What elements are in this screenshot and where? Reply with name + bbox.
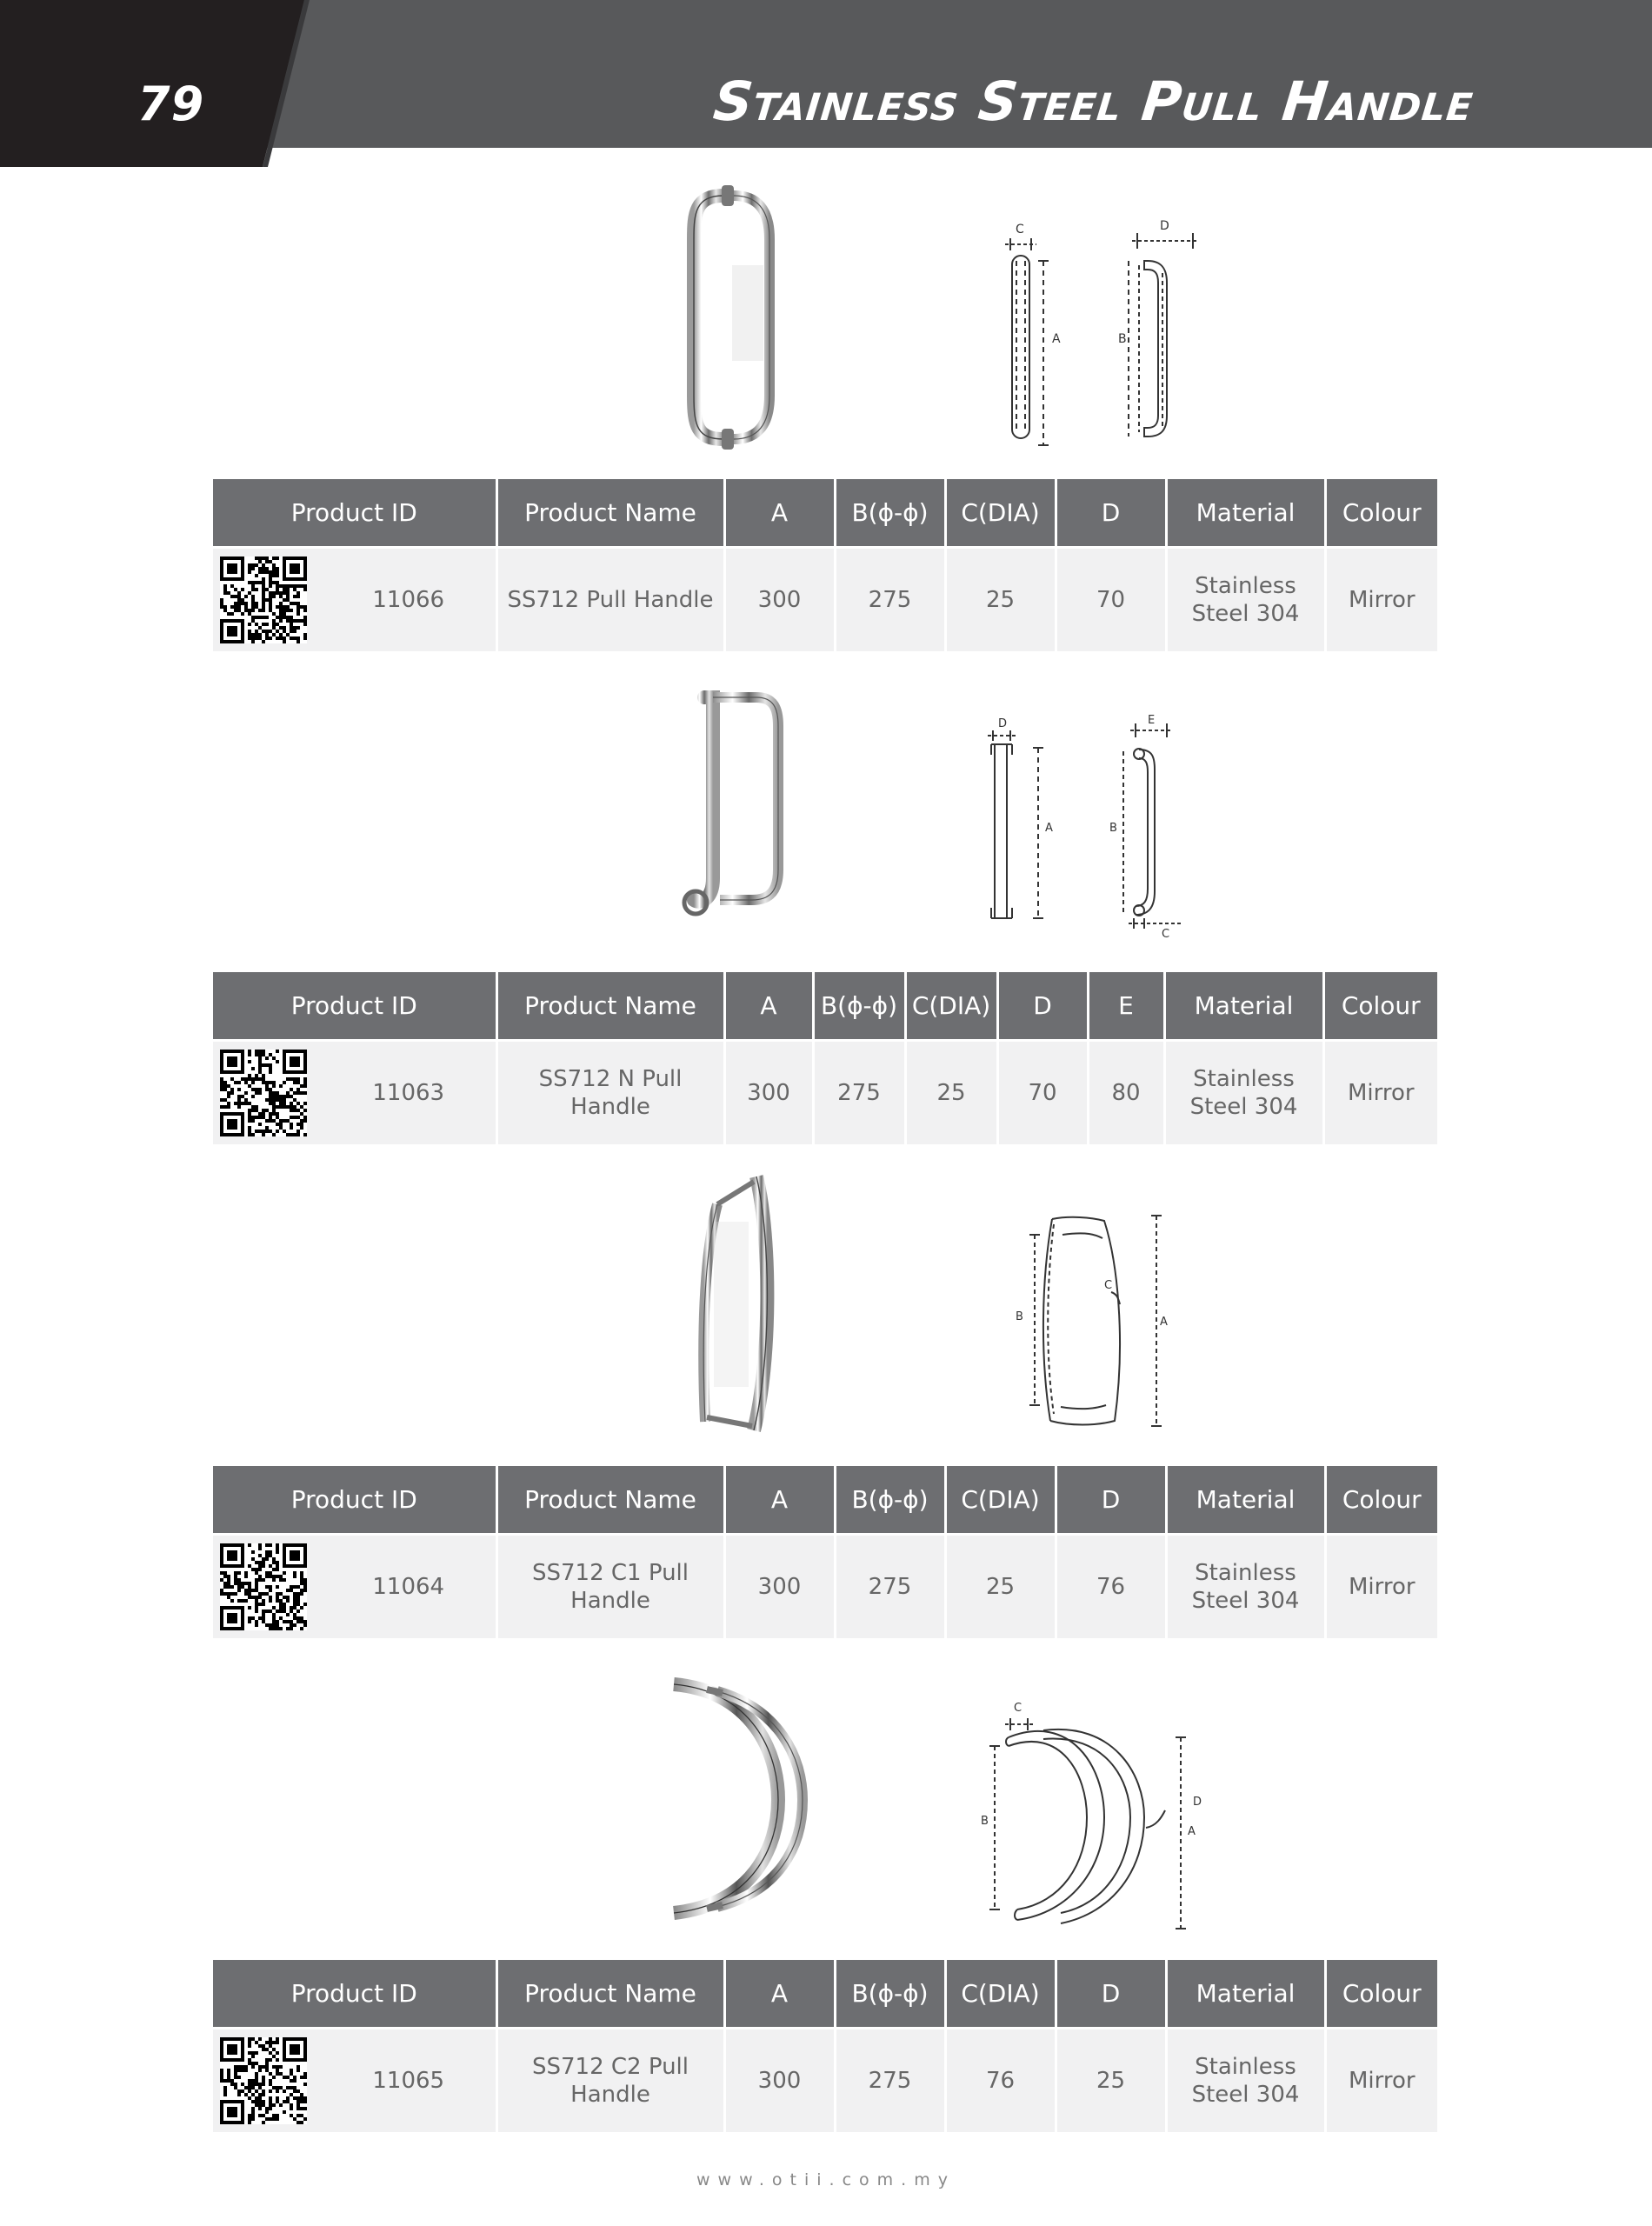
dim-d: 70 — [1056, 548, 1166, 652]
column-header: B(ϕ-ϕ) — [835, 1960, 945, 2029]
table-header-row — [213, 1960, 1437, 2029]
product-id-cell — [213, 1535, 496, 1639]
column-header: Product Name — [496, 1960, 724, 2029]
diagram-label-c: C — [1014, 1702, 1023, 1715]
dim-d: 76 — [1056, 1535, 1166, 1639]
column-header: D — [1056, 479, 1166, 548]
material: Stainless Steel 304 — [1164, 1041, 1323, 1145]
column-header: D — [1056, 1466, 1166, 1535]
diagram-label-a: A — [1188, 1825, 1196, 1838]
colour: Mirror — [1325, 548, 1437, 652]
column-header: Product ID — [213, 1960, 496, 2029]
dim-d: 25 — [1056, 2029, 1166, 2133]
dim-a: 300 — [724, 2029, 835, 2133]
column-header: B(ϕ-ϕ) — [813, 972, 905, 1041]
material: Stainless Steel 304 — [1166, 2029, 1325, 2133]
dim-b: 275 — [835, 548, 945, 652]
table-row — [213, 548, 1437, 652]
column-header: Material — [1166, 1960, 1325, 2029]
dim-a: 300 — [724, 1535, 835, 1639]
table-header-row — [213, 972, 1437, 1041]
colour: Mirror — [1325, 2029, 1437, 2133]
dim-b: 275 — [835, 1535, 945, 1639]
dim-a: 300 — [724, 1041, 813, 1145]
dimension-diagram-11064 — [1009, 1209, 1182, 1435]
column-header: C(DIA) — [945, 1960, 1056, 2029]
product-photo-11064 — [691, 1170, 787, 1439]
dim-c: 76 — [945, 2029, 1056, 2133]
column-header: B(ϕ-ϕ) — [835, 1466, 945, 1535]
qr-code-icon[interactable] — [220, 2037, 307, 2124]
table-row — [213, 2029, 1437, 2133]
column-header: Product Name — [496, 479, 724, 548]
column-header: Material — [1166, 1466, 1325, 1535]
diagram-label-c: C — [1016, 223, 1024, 237]
column-header: Material — [1166, 479, 1325, 548]
column-header: D — [997, 972, 1088, 1041]
column-header: Colour — [1323, 972, 1437, 1041]
diagram-label-d: D — [998, 717, 1008, 730]
qr-code-icon[interactable] — [220, 1543, 307, 1630]
column-header: Product Name — [496, 1466, 724, 1535]
product-name: SS712 C1 Pull Handle — [496, 1535, 724, 1639]
product-id-cell — [213, 1041, 496, 1145]
product-id: 11066 — [372, 586, 445, 613]
diagram-label-a: A — [1160, 1316, 1168, 1329]
spec-table-11065 — [213, 1960, 1437, 2132]
page-number: 79 — [137, 77, 205, 131]
column-header: Product ID — [213, 972, 496, 1041]
dimension-diagram-11065 — [974, 1696, 1217, 1939]
diagram-label-d: D — [1160, 219, 1169, 233]
table-row — [213, 1535, 1437, 1639]
dim-c: 25 — [905, 1041, 997, 1145]
diagram-label-b: B — [1016, 1310, 1023, 1323]
diagram-label-c: C — [1104, 1279, 1113, 1292]
product-id-cell — [213, 2029, 496, 2133]
column-header: Colour — [1325, 1466, 1437, 1535]
dim-b: 275 — [813, 1041, 905, 1145]
table-header-row — [213, 1466, 1437, 1535]
qr-code-icon[interactable] — [220, 556, 307, 643]
page-title: Stainless Steel Pull Handle — [710, 70, 1477, 133]
table-header-row — [213, 479, 1437, 548]
column-header: Colour — [1325, 1960, 1437, 2029]
product-id: 11063 — [372, 1079, 445, 1106]
column-header: C(DIA) — [945, 1466, 1056, 1535]
column-header: A — [724, 1466, 835, 1535]
product-id-cell — [213, 548, 496, 652]
product-id: 11065 — [372, 2067, 445, 2094]
product-name: SS712 N Pull Handle — [496, 1041, 724, 1145]
column-header: C(DIA) — [945, 479, 1056, 548]
dimension-diagram-11063 — [974, 713, 1209, 939]
diagram-label-b: B — [1118, 332, 1127, 346]
column-header: Product ID — [213, 479, 496, 548]
diagram-label-d: D — [1193, 1796, 1202, 1809]
colour: Mirror — [1323, 1041, 1437, 1145]
diagram-label-c: C — [1162, 928, 1170, 939]
column-header: C(DIA) — [905, 972, 997, 1041]
dim-b: 275 — [835, 2029, 945, 2133]
diagram-label-b: B — [981, 1815, 989, 1828]
qr-code-icon[interactable] — [220, 1050, 307, 1136]
column-header: A — [724, 479, 835, 548]
product-id: 11064 — [372, 1573, 445, 1600]
column-header: Product Name — [496, 972, 724, 1041]
dimension-diagram-11066 — [974, 217, 1226, 452]
spec-table-11064 — [213, 1466, 1437, 1638]
dim-c: 25 — [945, 548, 1056, 652]
column-header: Product ID — [213, 1466, 496, 1535]
column-header: Colour — [1325, 479, 1437, 548]
column-header: A — [724, 972, 813, 1041]
table-row — [213, 1041, 1437, 1145]
diagram-label-a: A — [1052, 332, 1061, 346]
product-photo-11063 — [678, 687, 791, 930]
product-name: SS712 C2 Pull Handle — [496, 2029, 724, 2133]
column-header: D — [1056, 1960, 1166, 2029]
dim-e: 80 — [1088, 1041, 1164, 1145]
dim-d: 70 — [997, 1041, 1088, 1145]
column-header: Material — [1164, 972, 1323, 1041]
spec-table-11063 — [213, 972, 1437, 1144]
spec-table-11066 — [213, 479, 1437, 651]
column-header: A — [724, 1960, 835, 2029]
dim-c: 25 — [945, 1535, 1056, 1639]
product-photo-11065 — [656, 1674, 813, 1926]
material: Stainless Steel 304 — [1166, 1535, 1325, 1639]
diagram-label-b: B — [1109, 822, 1117, 835]
column-header: B(ϕ-ϕ) — [835, 479, 945, 548]
material: Stainless Steel 304 — [1166, 548, 1325, 652]
footer-url[interactable]: www.otii.com.my — [696, 2170, 956, 2189]
diagram-label-a: A — [1045, 822, 1053, 835]
product-name: SS712 Pull Handle — [496, 548, 724, 652]
colour: Mirror — [1325, 1535, 1437, 1639]
column-header: E — [1088, 972, 1164, 1041]
product-photo-11066 — [687, 178, 783, 457]
dim-a: 300 — [724, 548, 835, 652]
diagram-label-e: E — [1148, 714, 1156, 727]
